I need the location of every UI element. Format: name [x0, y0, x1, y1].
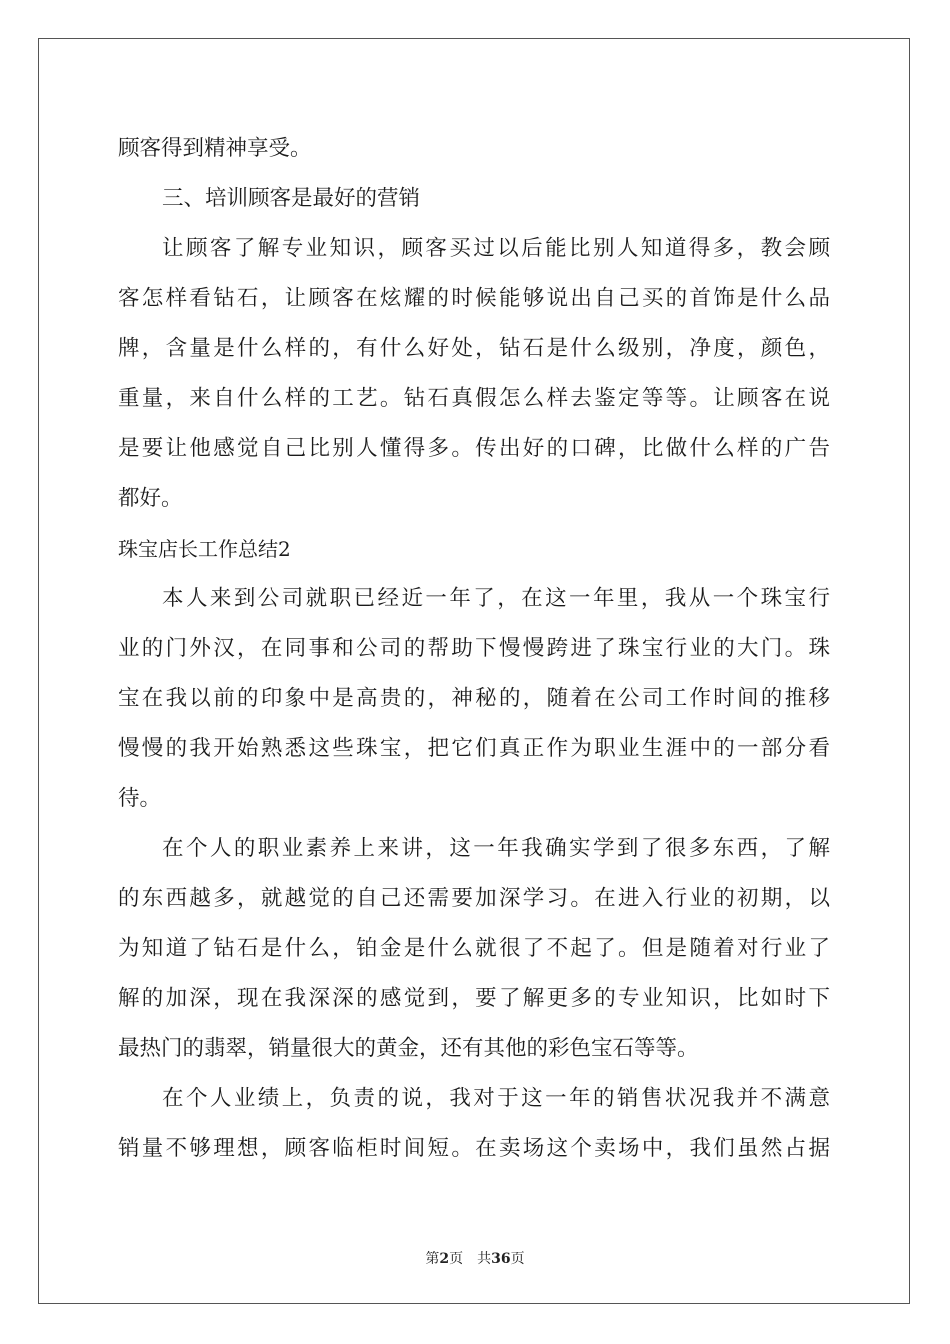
paragraph-line: 慢慢的我开始熟悉这些珠宝，把它们真正作为职业生涯中的一部分看 [118, 736, 830, 761]
paragraph-line: 解的加深，现在我深深的感觉到，要了解更多的专业知识，比如时下 [118, 986, 830, 1011]
paragraph-line: 牌，含量是什么样的，有什么好处，钻石是什么级别，净度，颜色， [118, 336, 830, 361]
paragraph-line: 销量不够理想，顾客临柜时间短。在卖场这个卖场中，我们虽然占据 [118, 1136, 830, 1161]
footer-page-number: 2 [439, 1251, 450, 1267]
paragraph-line: 为知道了钻石是什么，铂金是什么就很了不起了。但是随着对行业了 [118, 936, 830, 961]
paragraph-line: 让顾客了解专业知识，顾客买过以后能比别人知道得多，教会顾 [162, 236, 830, 261]
paragraph-line: 客怎样看钻石，让顾客在炫耀的时候能够说出自己买的首饰是什么品 [118, 286, 830, 311]
paragraph-line: 宝在我以前的印象中是高贵的，神秘的，随着在公司工作时间的推移 [118, 686, 830, 711]
paragraph-line: 业的门外汉，在同事和公司的帮助下慢慢跨进了珠宝行业的大门。珠 [118, 636, 830, 661]
footer-page-suffix: 页 [449, 1251, 464, 1267]
paragraph-line: 的东西越多，就越觉的自己还需要加深学习。在进入行业的初期，以 [118, 886, 830, 911]
footer-total-number: 36 [491, 1251, 511, 1267]
paragraph-line: 顾客得到精神享受。 [118, 136, 312, 161]
paragraph-line: 待。 [118, 786, 162, 811]
section-heading: 三、培训顾客是最好的营销 [162, 186, 421, 211]
footer-page-prefix: 第 [425, 1251, 440, 1267]
paragraph-line: 是要让他感觉自己比别人懂得多。传出好的口碑，比做什么样的广告 [118, 436, 830, 461]
paragraph-line: 本人来到公司就职已经近一年了，在这一年里，我从一个珠宝行 [162, 586, 830, 611]
footer-total-suffix: 页 [510, 1251, 525, 1267]
footer-total-prefix: 共 [477, 1251, 492, 1267]
page-footer [0, 1248, 950, 1268]
document-title: 珠宝店长工作总结2 [118, 537, 291, 561]
paragraph-line: 都好。 [118, 486, 183, 511]
document-body [118, 124, 830, 1174]
paragraph-line: 最热门的翡翠，销量很大的黄金，还有其他的彩色宝石等等。 [118, 1036, 699, 1061]
paragraph-line: 在个人业绩上，负责的说，我对于这一年的销售状况我并不满意 [162, 1086, 830, 1111]
paragraph-line: 重量，来自什么样的工艺。钻石真假怎么样去鉴定等等。让顾客在说 [118, 386, 830, 411]
paragraph-line: 在个人的职业素养上来讲，这一年我确实学到了很多东西，了解 [162, 836, 830, 861]
